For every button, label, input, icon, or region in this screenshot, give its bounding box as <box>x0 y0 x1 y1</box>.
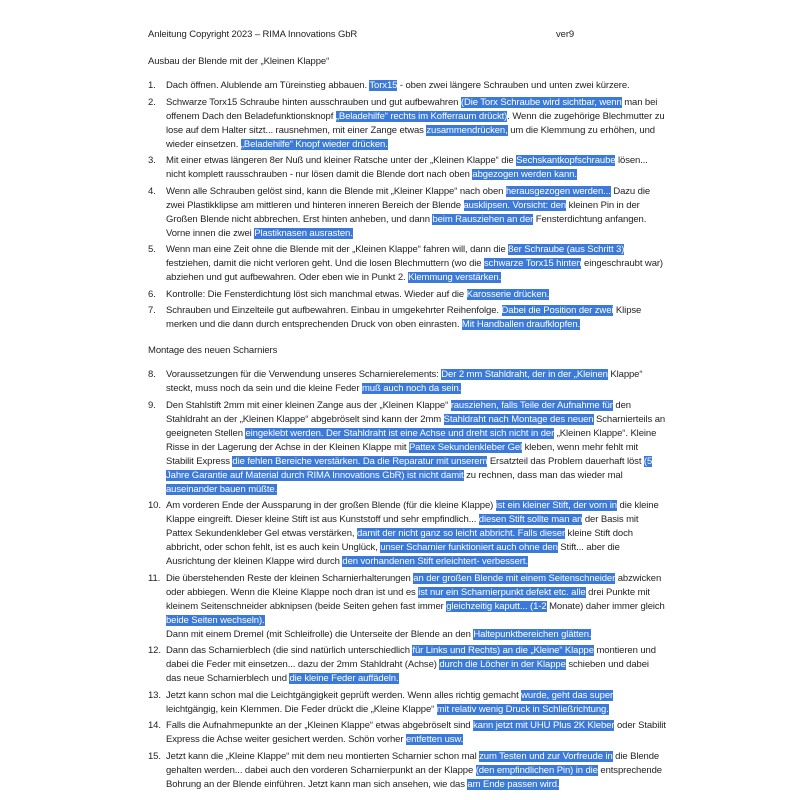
item-number: 5. <box>148 244 156 255</box>
highlighted-text: an der großen Blende mit einem Seitenschneider <box>413 572 616 584</box>
text-segment: Die überstehenden Reste der kleinen Scharnierhalterungen <box>166 572 414 584</box>
text-segment: Dach öffnen. Alublende am Türeinstieg abbauen. <box>166 80 370 91</box>
text-segment: kleinen Pin in der Großen Blende nicht abbrechen. Erst hinten anheben, und dann <box>166 199 640 225</box>
document-header <box>148 28 666 42</box>
item-number: 2. <box>148 96 156 108</box>
instruction-item <box>148 368 666 396</box>
text-segment: entsprechende Bohrung an der Blende einführen. Jetzt kann man sich ansehen, wie das <box>166 764 662 790</box>
item-text <box>166 399 666 497</box>
instruction-list <box>148 368 666 792</box>
item-number: 9. <box>148 399 156 411</box>
text-segment: schieben und dabei das neue Scharnierblech und <box>166 659 649 684</box>
text-segment: Schwarze Torx15 Schraube hinten ausschrauben und gut aufbewahren <box>166 96 461 108</box>
highlighted-text: entfetten usw. <box>405 734 464 745</box>
item-text <box>166 154 666 182</box>
text-segment: die kleine Klappe eingreift. Dieser kleine Stift ist aus Kunststoff und sehr empfindlich... <box>166 500 659 525</box>
text-segment: Dann das Scharnierblech (die sind natürlich unterschiedlich <box>166 645 413 656</box>
highlighted-text: beide Seiten wechseln). <box>166 614 265 626</box>
section-heading: Montage des neuen Scharniers <box>148 345 278 356</box>
instruction-item <box>148 719 666 747</box>
text-segment: kleine Stift doch abbricht, oder schon fehlt, ist es auch kein Unglück, <box>166 528 633 553</box>
highlighted-text: ausklipsen. Vorsicht: den <box>463 199 567 211</box>
highlighted-text: ist nur ein Scharnierpunkt defekt etc. alle <box>418 586 586 598</box>
highlighted-text: Sechskantkopfschraube <box>516 155 616 166</box>
highlighted-text: Klemmung verstärken. <box>408 272 502 283</box>
text-segment: Dann mit einem Dremel (mit Schleifrolle) die Unterseite der Blende an den <box>166 628 474 640</box>
highlighted-text: den vorhandenen Stift erleichtert- verbessert. <box>342 556 528 567</box>
highlighted-text: Pattex Sekundenkleber Gel <box>408 441 523 453</box>
highlighted-text: ist ein kleiner Stift, der vorn in <box>495 500 617 511</box>
item-text <box>166 243 666 285</box>
text-segment: die Blende gehalten werden... dabei auch den vorderen Scharnierpunkt an der Klappe <box>166 750 660 776</box>
text-segment: eingeschraubt war) abziehen und gut aufbewahren. Oder eben wie in Punkt 2. <box>166 258 664 283</box>
section-heading: Ausbau der Blende mit der „Kleinen Klappe“ <box>148 56 330 67</box>
item-text <box>166 185 666 241</box>
document-body <box>148 55 666 792</box>
item-text <box>166 288 666 302</box>
instruction-item <box>148 644 666 686</box>
text-segment: Am vorderen Ende der Aussparung in der großen Blende (für die kleine Klappe) <box>166 500 496 511</box>
highlighted-text: für Links und Rechts) an die „Kleine“ Klappe <box>412 645 594 656</box>
section <box>148 55 666 332</box>
highlighted-text: herausgezogen werden... <box>505 185 611 197</box>
text-segment: Mit einer etwas längeren 8er Nuß und kleiner Ratsche unter der „Kleinen Klappe“ die <box>166 155 517 166</box>
highlighted-text: Stahldraht nach Montage des neuen <box>443 413 594 425</box>
highlighted-text: (Die Torx Schraube wird sichtbar, wenn <box>460 96 622 108</box>
highlighted-text: am Ende passen wird. <box>467 778 560 790</box>
highlighted-text: 8er Schraube (aus Schritt 3) <box>508 244 625 255</box>
instruction-item <box>148 288 666 302</box>
instruction-item <box>148 572 666 642</box>
item-text <box>166 304 666 332</box>
highlighted-text: diesen Stift sollte man an <box>478 514 583 525</box>
highlighted-text: unser Scharnier funktioniert auch ohne den <box>380 542 558 553</box>
text-segment: Dazu die zwei Plastikklipse am mittleren und hinteren inneren Bereich der Blende <box>166 185 651 211</box>
highlighted-text: die kleine Feder auffädeln. <box>289 673 399 684</box>
instruction-item <box>148 304 666 332</box>
instruction-item <box>148 79 666 93</box>
instruction-item <box>148 689 666 717</box>
item-text <box>166 499 666 569</box>
text-segment: Schrauben und Einzelteile gut aufbewahren. Einbau in umgekehrter Reihenfolge. <box>166 305 502 316</box>
text-segment: leichtgängig, kein Klemmen. Die Feder drückt die „Kleine Klappe“ <box>166 703 437 715</box>
item-number: 11. <box>148 572 161 584</box>
text-segment: drei Punkte mit kleinem Seitenschneider abknipsen (beide Seiten gehen fast immer <box>166 586 650 612</box>
highlighted-text: Mit Handballen draufklopfen. <box>461 319 581 330</box>
text-segment: Jetzt kann die „Kleine Klappe“ mit dem neu montierten Scharnier schon mal <box>166 750 480 762</box>
highlighted-text: kann jetzt mit UHU Plus 2K Kleber <box>473 720 615 731</box>
item-text <box>166 644 666 686</box>
text-segment: - oben zwei längere Schrauben und unten zwei kürzere. <box>397 80 630 91</box>
highlighted-text: Torx15 <box>369 80 398 91</box>
item-number: 7. <box>148 305 156 316</box>
text-segment: Klipse merken und die dann durch entsprechenden Druck von oben einrasten. <box>166 305 642 330</box>
text-segment: lösen... nicht komplett rausschrauben - nur lösen damit die Blende dort nach oben <box>166 155 648 180</box>
instruction-item <box>148 185 666 241</box>
highlighted-text: muß auch noch da sein. <box>361 383 462 394</box>
highlighted-text: die fehlen Bereiche verstärken. Da die Reparatur mit unserem <box>232 455 488 467</box>
highlighted-text: Haltepunktbereichen glätten. <box>473 628 592 640</box>
highlighted-text: zusammendrücken, <box>426 124 508 136</box>
instruction-item <box>148 499 666 569</box>
text-segment: Stift... aber die Ausrichtung der kleinen Klappe wird durch <box>166 542 620 567</box>
item-text <box>166 368 666 396</box>
item-number: 14. <box>148 720 161 731</box>
highlighted-text: „Beladehilfe“ rechts im Kofferraum drückt) <box>335 110 508 122</box>
text-segment: Wenn alle Schrauben gelöst sind, kann die Blende mit „Kleiner Klappe“ nach oben <box>166 185 506 197</box>
highlighted-text: rausziehen, falls Teile der Aufnahme für <box>450 399 613 411</box>
highlighted-text: durch die Löcher in der Klappe <box>439 659 566 670</box>
item-number: 12. <box>148 645 161 656</box>
instruction-item <box>148 96 666 152</box>
item-number: 1. <box>148 80 156 91</box>
text-segment: Jetzt kann schon mal die Leichtgängigkeit geprüft werden. Wenn alles richtig gemacht <box>166 689 522 701</box>
highlighted-text: auseinander bauen müßte. <box>166 483 278 495</box>
item-number: 15. <box>148 750 161 762</box>
highlighted-text: gleichzeitig kaputt... (1-2 <box>446 600 547 612</box>
highlighted-text: eingeklebt werden. Der Stahldraht ist eine Achse und dreht sich nicht in der <box>245 427 555 439</box>
item-number: 3. <box>148 155 156 166</box>
text-segment: Falls die Aufnahmepunkte an der „Kleinen Klappe“ etwas abgebröselt sind <box>166 720 474 731</box>
highlighted-text: wurde, geht das super <box>521 689 614 701</box>
text-segment: Voraussetzungen für die Verwendung unseres Scharnierelements: <box>166 369 442 380</box>
text-segment: oder Stabilit Express die Achse weiter gesichert werden. Schön vorher <box>166 720 666 745</box>
text-segment: Fensterdichtung anfangen. Vorne innen die zwei <box>166 213 647 239</box>
document-version: ver9 <box>556 29 575 40</box>
text-segment: Ersatzteil das Problem dauerhaft löst <box>487 455 644 467</box>
text-segment: der Basis mit Pattex Sekundenkleber Gel etwas verstärken, <box>166 514 639 539</box>
item-text <box>166 79 666 93</box>
item-number: 8. <box>148 369 156 380</box>
highlighted-text: schwarze Torx15 hinten <box>484 258 582 269</box>
text-segment: . Wenn die zugehörige Blechmutter zu lose auf dem Halter sitzt... rausnehmen, mit einer Zange etwas <box>166 110 665 136</box>
instruction-item <box>148 154 666 182</box>
text-segment: abzwicken oder abbiegen. Wenn die Kleine Klappe noch dran ist und es <box>166 572 662 598</box>
text-segment: um die Klemmung zu erhöhen, und wieder einsetzen. <box>166 124 655 150</box>
item-text <box>166 96 666 152</box>
text-segment: Den Stahlstift 2mm mit einer kleinen Zange aus der „Kleinen Klappe“ <box>166 399 451 411</box>
highlighted-text: mit relativ wenig Druck in Schließrichtung. <box>436 703 609 715</box>
instruction-item <box>148 243 666 285</box>
highlighted-text: zum Testen und zur Vorfreude in <box>479 750 613 762</box>
item-text <box>166 689 666 717</box>
instruction-item <box>148 750 666 792</box>
highlighted-text: (den empfindlichen Pin) in die <box>475 764 598 776</box>
text-segment: Scharnierteils an geeigneten Stellen <box>166 413 666 439</box>
text-segment: Monate) daher immer gleich <box>546 600 665 612</box>
highlighted-text: Karosserie drücken. <box>466 288 550 300</box>
item-text <box>166 572 666 642</box>
item-number: 6. <box>148 288 156 300</box>
item-number: 13. <box>148 689 161 701</box>
highlighted-text: beim Rausziehen an der <box>432 213 534 225</box>
text-segment: Klappe“ steckt, muss noch da sein und die kleine Feder <box>166 369 643 394</box>
text-segment: Kontrolle: Die Fensterdichtung löst sich manchmal etwas. Wieder auf die <box>166 288 467 300</box>
highlighted-text: „Beladehilfe“ Knopf wieder drücken. <box>240 138 388 150</box>
instruction-list <box>148 79 666 332</box>
item-text <box>166 719 666 747</box>
highlighted-text: Plastiknasen ausrasten. <box>254 227 353 239</box>
text-segment: Wenn man eine Zeit ohne die Blende mit der „Kleinen Klappe“ fahren will, dann die <box>166 244 509 255</box>
highlighted-text: abgezogen werden kann. <box>472 169 577 180</box>
highlighted-text: damit der nicht ganz so leicht abbricht. Falls dieser <box>356 528 566 539</box>
item-number: 4. <box>148 185 156 197</box>
text-segment: zu rechnen, dass man das wieder mal <box>463 469 623 481</box>
highlighted-text: Der 2 mm Stahldraht, der in der „Kleinen <box>441 369 608 380</box>
highlighted-text: Dabei die Position der zwei <box>501 305 614 316</box>
text-segment: montieren und dabei die Feder mit einsetzen... dazu der 2mm Stahldraht (Achse) <box>166 645 656 670</box>
text-segment: kleben, wenn mehr fehlt mit Stabilit Express <box>166 441 639 467</box>
highlighted-text: (5 Jahre Garantie auf Material durch RIMA Innovations GbR) ist nicht damit <box>166 455 653 481</box>
text-segment: „Kleinen Klappe“. Kleine Risse in der Lagerung der Achse in der Kleinen Klappe mit <box>166 427 657 453</box>
section <box>148 344 666 792</box>
text-segment: den Stahldraht an der „Kleinen Klappe“ abgebröselt sind kann der 2mm <box>166 399 631 425</box>
text-segment: man bei offenem Dach den Beladefunktionsknopf <box>166 96 658 122</box>
document-title: Anleitung Copyright 2023 – RIMA Innovations GbR <box>148 29 358 40</box>
item-number: 10. <box>148 500 161 511</box>
text-segment: festziehen, damit die nicht verloren geht. Und die losen Blechmuttern (wo die <box>166 258 485 269</box>
instruction-item <box>148 399 666 497</box>
item-text <box>166 750 666 792</box>
